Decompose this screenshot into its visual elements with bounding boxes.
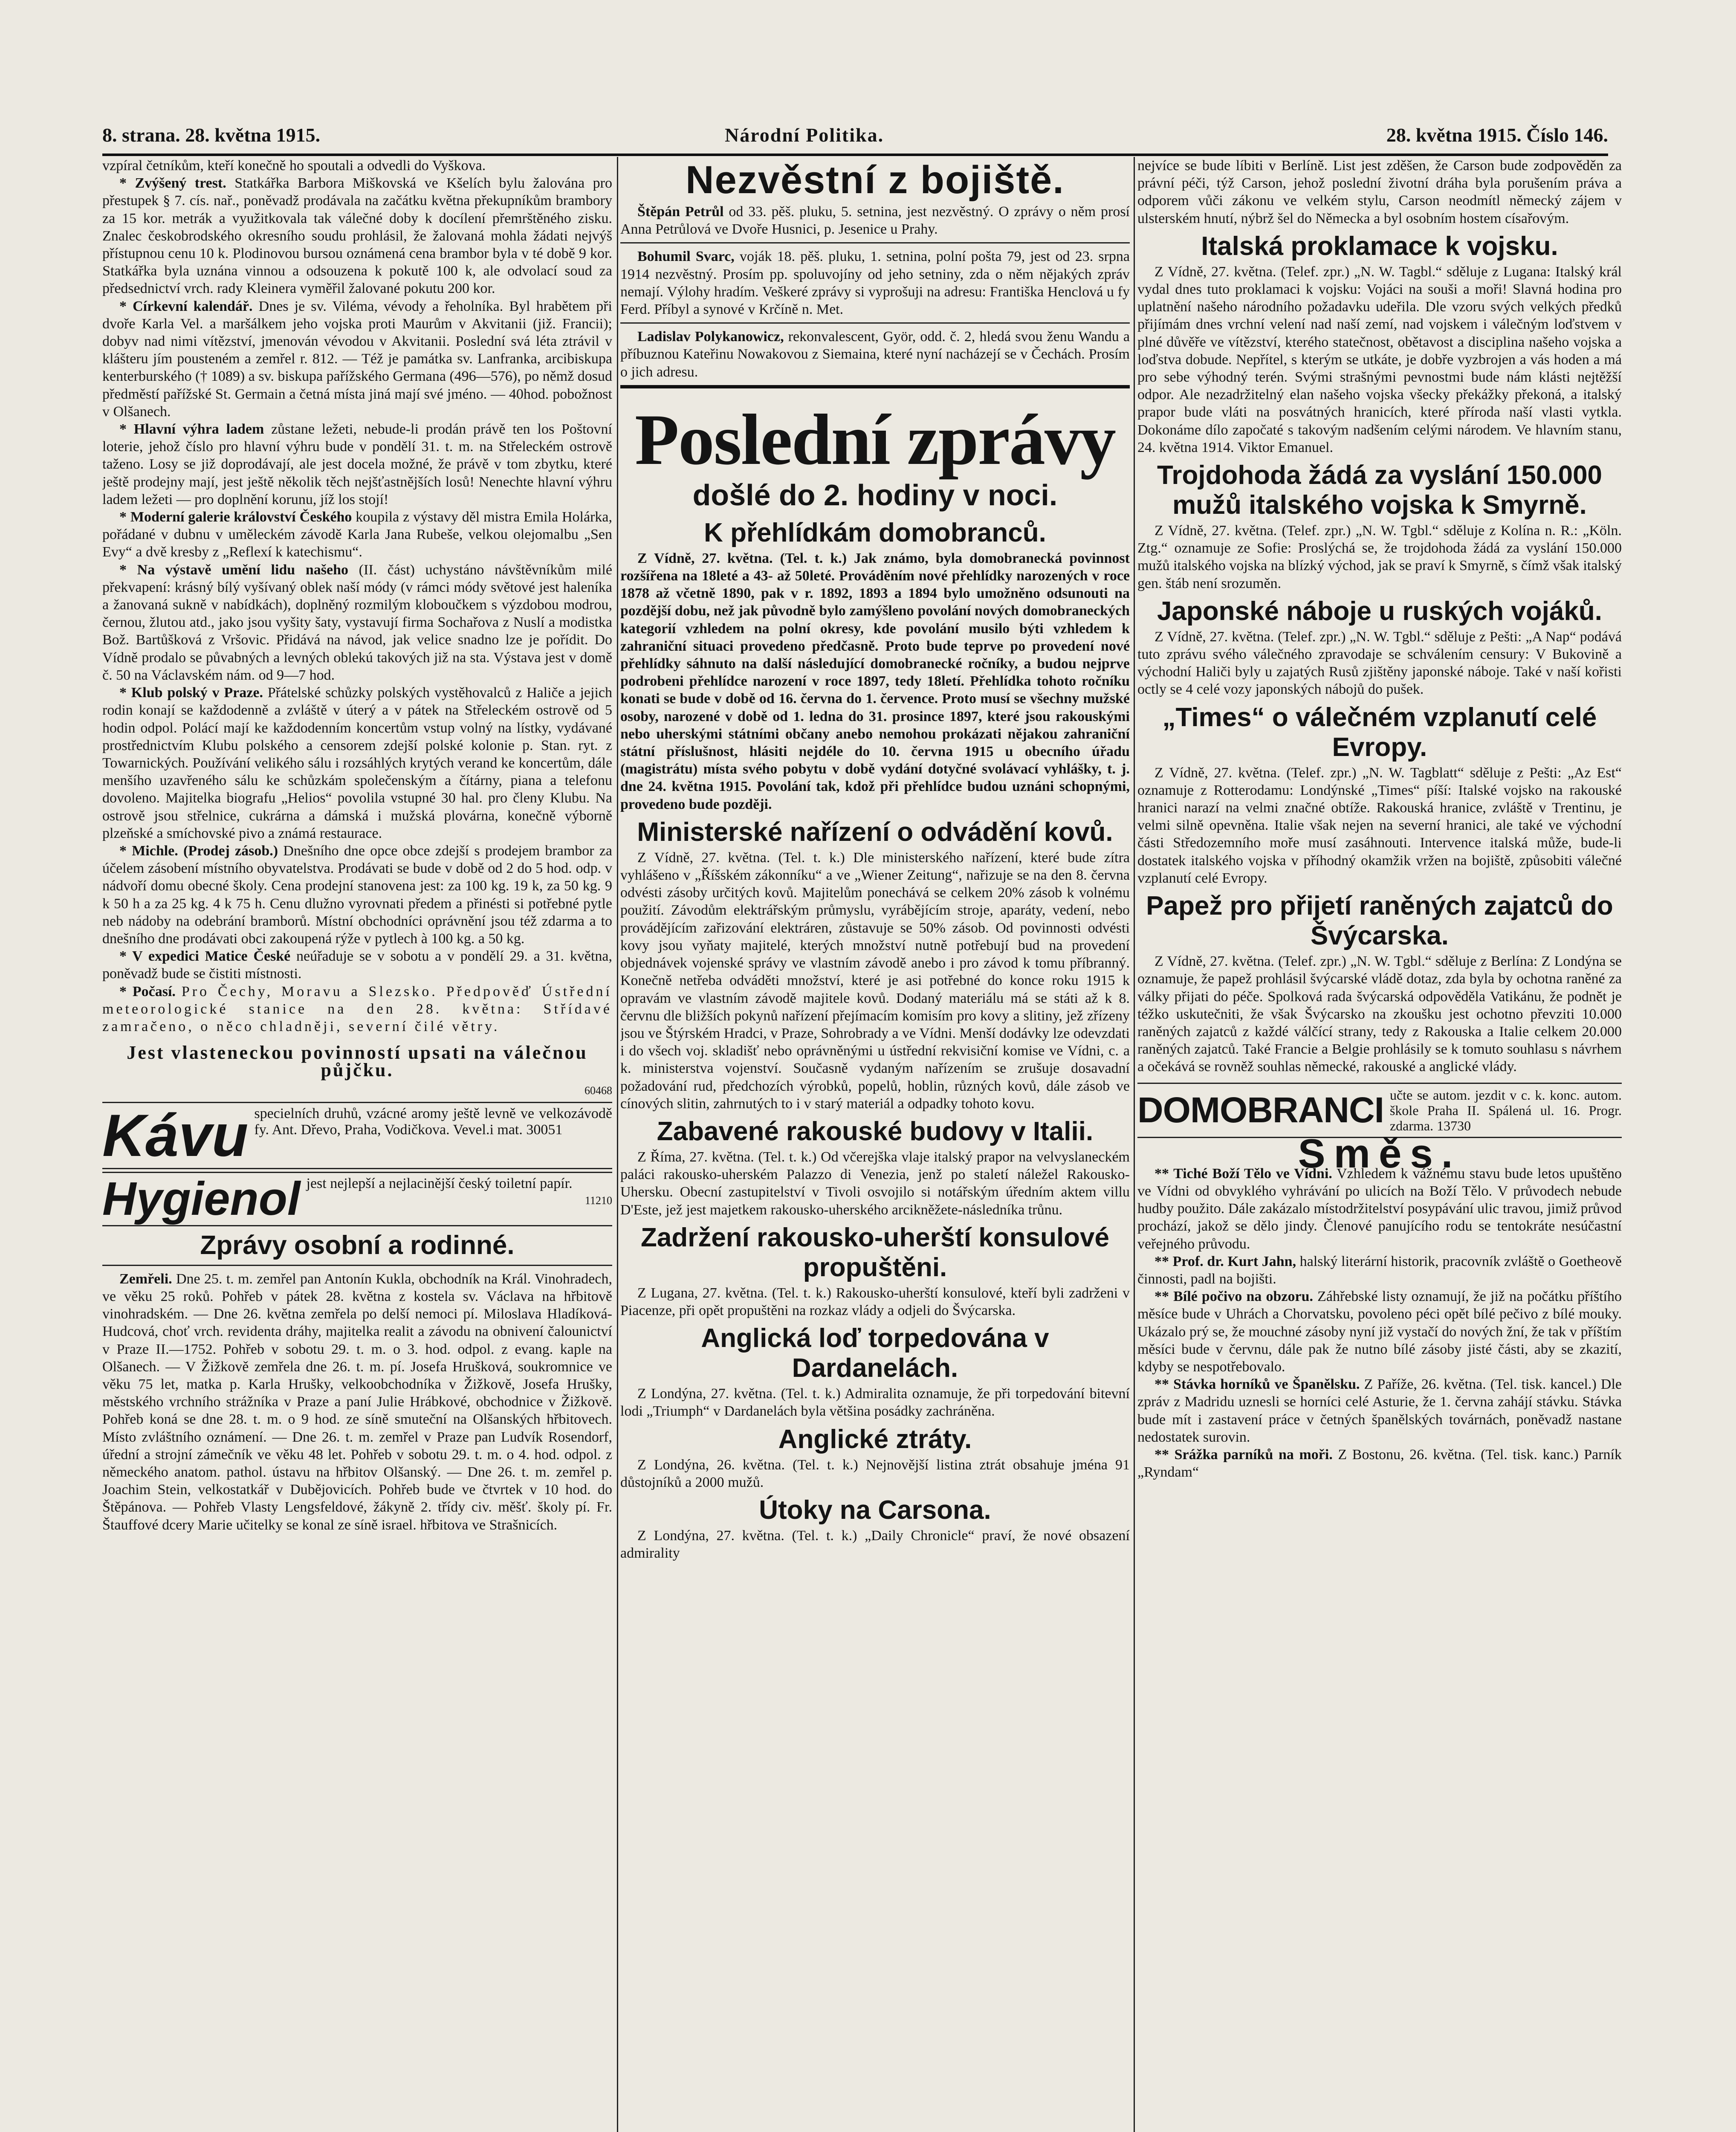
obituaries: Zemřeli. Dne 25. t. m. zemřel pan Antonín Kukla, obchodník na Král. Vinohradech, ve věku 25 roků. Pohřeb v pátek 28. května z kostela sv. Václava na hřbitově vinohradském. — Dne 26. května zemřela po delší nemoci pí. Miloslava Hladíková-Hudcová, choť vrch. revidenta dráhy, majitelka realit a závodu na obnivení čalounictví v Praze II.—1752. Pohřeb v sobotu 29. t. m. o 3. hod. odpol. z evang. kaple na Olšanech. — V Žižkově zemřela dne 26. t. m. pí. Josefa Hrušková, soukromnice ve věku 75 let, matka p. Karla Hrušky, velkoobchodníka v Žižkově, Josefa Hrušky, městského vrchního strážníka v Praze a paní Julie Hrábkové, obchodnice v Žižkově. Pohřeb koná se dne 28. t. m. o 9 hod. ze síně smuteční na Olšanských hřbitovech. Místo zvláštního oznámení. — Dne 26. t. m. zemřel v Praze pan Ludvík Rosendorf, úřední a strojní zámečník ve věku 48 let. Pohřeb v sobotu 29. t. m. o 4. hod. odpol. z německého anatom. pathol. ústavu na hřbitov Olšanský. — Dne 26. t. m. zemřel p. Joachim Stein, velkostatkář v Dubějovicích. Pohřeb bude ve čtvrtek v 10 hod. do Štěpánova. — Pohřeb Vlasty Lengsfeldové, žákyně 2. třídy civ. měšť. školy pí. Fr. Štauffové dcery Marie učitelky se konal ze síně israel. hřbitova ve Strašnicích.: [102, 1271, 612, 1533]
header-date-page: 8. strana. 28. května 1915.: [102, 124, 321, 146]
missing-notice: Štěpán Petrůl od 33. pěš. pluku, 5. setnina, jest nezvěstný. O zprávy o něm prosí Anna Petrůlová ve Dvoře Husnici, p. Jesenice u Prahy.: [620, 204, 1130, 238]
section-heading-misc: Směs.: [1298, 1130, 1461, 1176]
ad-headline: Kávu: [102, 1101, 249, 1169]
article-body: Z Vídně, 27. května. (Telef. zpr.) „N. W. Tagblatt“ sděluje z Pešti: „Az Est“ oznamuje z Rotterodamu: Londýnské „Times“ píší: Italské vojsko na rakouské hranici narazí na velmi značné obtíže. Rakouská hranice, zvláště v Trentinu, je velmi silně opevněna. Italie však nejen na severní hranici, ale také ve východní části Středozemního moře musí zasáhnouti. Intervence italská může, bude-li dostatek italského vojska v příhodný okamžik vržen na bojiště, způsobiti válečné vzplanutí celé Evropy.: [1137, 765, 1622, 886]
ad-headline: DOMOBRANCI: [1137, 1089, 1384, 1130]
column-rule-1: [617, 157, 618, 2132]
article-body: Z Vídně, 27. května. (Telef. zpr.) „N. W. Tagbl.“ sděluje z Lugana: Italský král vydal dnes tuto proklamaci k vojsku: Vojáci na souši a moři! Slavná hodina pro uplatnění našeho národního požadavku udeřila. Dle vzoru svých velkých předků přijímám dnes vrchní velení nad naší zemí, nad vojskem i válečným loďstvem v plné důvěře ve vítězství, kterého statečnost, obětavost a disciplina našeho vojska a loďstva dobude. Nepřítel, s kterým se utkáte, je dobře vyzbrojen a vás hoden a má pro sebe výhodný terén. Svými strašnými pevnostmi bude nám klásti nejtěžší odpor. Ale nezadržitelný elan našeho vojska všecky překážky překoná, a italský prapor bude vláti na posvátných hranicích, které příroda naší vlasti vytkla. Dokonáme dílo započaté s takovým nadšením celými národem. Ve hlavním stanu, 24. května 1914. Viktor Emanuel.: [1137, 264, 1622, 455]
article-body: Z Vídně, 27. května. (Telef. zpr.) „N. W. Tgbl.“ sděluje z Berlína: Z Londýna se oznamuje, že papež prohlásil švýcarské vládě dotaz, zda byla by ochotna raněné za války přijati do péče. Spolková rada švýcarská odpověděla Vatikánu, že podnět je téžko uskutečniti, že však Švýcarsko na zkoušku jest ochotno převziti 10.000 raněných zajatců z každé válčící strany, tedy z Rakouska a Italie celkem 20.000 raněných zajatců. Také Francie a Belgie prohlásily se k tomuto souhlasu s návrhem a očekává se rovněž souhlas německé, rakouské a anglické vlády.: [1137, 953, 1622, 1075]
ad-text: specielních druhů, vzácné aromy ještě levně ve velkozávodě fy. Ant. Dřevo, Praha, Vodičkova. Vevel.i mat. 30051: [254, 1105, 612, 1138]
weather-item: * Počasí. Pro Čechy, Moravu a Slezsko. Předpověď Ústřední meteorologické stanice na den 28. května: Střídavé zamračeno, o něco chladněji, severní čilé větry.: [102, 983, 612, 1034]
section-heading-missing: Nezvěstní z bojiště.: [686, 158, 1065, 202]
ad-text: učte se autom. jezdit v c. k. konc. autom. škole Praha II. Spálená ul. 16. Progr. zdarma. 13730: [1389, 1087, 1622, 1133]
article-heading: „Times“ o válečném vzplanutí celé Evropy.: [1162, 702, 1597, 762]
article-body: Z Lugana, 27. května. (Tel. t. k.) Rakousko-uherští konsulové, kteří byli zadrženi v Piacenze, při opět propuštěni na rozkaz vlády a odjeli do Švýcarska.: [620, 1285, 1130, 1318]
misc-item: ** Stávka horníků ve Španělsku. Z Paříže, 26. května. (Tel. tisk. kancel.) Dle zpráv z Madridu uznesli se horníci celé Asturie, že 1. června zahájí stávku. Stávka bude mít i zastavení práce v četných španělských továrnách, poněvadž nastane nedostatek surovin.: [1137, 1376, 1622, 1445]
article-body: Z Londýna, 26. května. (Tel. t. k.) Nejnovější listina ztrát obsahuje jména 91 důstojníků a 2000 mužů.: [620, 1457, 1130, 1490]
article-heading: Papež pro přijetí raněných zajatců do Švýcarska.: [1146, 891, 1613, 951]
ad-number: 11210: [584, 1194, 612, 1207]
divider: [620, 322, 1130, 324]
header-issue: 28. května 1915. Číslo 146.: [1386, 124, 1608, 146]
header-rule: [102, 154, 1608, 156]
hygienol-ad: [102, 1172, 612, 1226]
article-body: Z Vídně, 27. května. (Telef. zpr.) „N. W. Tgbl.“ sděluje z Pešti: „A Nap“ podává tuto zprávu svého válečného zpravodaje se schválením censury: V Bukovině a východní Haliči byly u zajatých Rusů zjištěny japonské náboje. Také v naší kořisti octly se 4 celé vozy japonských nábojů do pušek.: [1137, 629, 1622, 698]
article-heading: Anglické ztráty.: [778, 1424, 972, 1454]
running-header: [102, 124, 1608, 154]
news-item: * Na výstavě umění lidu našeho (II. část) uchystáno návštěvníkům milé překvapení: krásný bílý vyšívaný oblek naší módy (v rámci módy světové jest haleníka a žanovaná sukně v nabídkách), doplněný rozmilým kloboučkem s výzdobou modrou, černou, žlutou atd., jako jsou vyšity šaty, vystavují firma Sochařova z Nuslí a modistka Bož. Bartůšková z Vršovic. Přidává na návod, jak velice snadno lze je pořídit. Do Vídně prodalo se půvabných a levných oblekú takových již na sta. Výstava jest v domě č. 50 na Václavském nám. od 9—7 hod.: [102, 562, 612, 683]
article-heading: Trojdohoda žádá za vyslání 150.000 mužů italského vojska k Smyrně.: [1157, 461, 1603, 520]
misc-item: ** Srážka parníků na moři. Z Bostonu, 26. května. (Tel. tisk. kanc.) Parník „Ryndam“: [1137, 1446, 1622, 1480]
coffee-ad: [102, 1102, 612, 1169]
article-heading: Japonské náboje u ruských vojáků.: [1157, 596, 1603, 626]
article-heading: Zadržení rakousko-uherští konsulové propuštěni.: [640, 1222, 1110, 1282]
misc-item: ** Bílé počivo na obzoru. Záhřebské listy oznamují, že již na počátku příštího měsíce bude v Uhrách a Chorvatsku, povoleno péci opět bílé pečivo z bílé mouky. Ukázalo prý se, že mouchné zásoby nyní již vystačí do nových žní, že tak v příštím měsíci bude v červnu, dále pak že nutno bílé zásoby jisté části, aby se zkazití, kdyby se nespotřebovalo.: [1137, 1289, 1622, 1375]
misc-item: ** Prof. dr. Kurt Jahn, halský literární historik, pracovník zvláště o Goetheově činnosti, padl na bojišti.: [1137, 1253, 1622, 1287]
column-1: [102, 157, 612, 2132]
missing-notice: Bohumil Svarc, voják 18. pěš. pluku, 1. setnina, polní pošta 79, jest od 23. srpna 1914 nezvěstný. Prosím pp. spoluvojíny od jeho setniny, zda o něm nějakých zpráv nemají. Výlohy hradím. Veškeré zprávy si vyprošuji na adresu: Františka Henclová u fy Ferd. Příbyl a synové v Krčíně n. Met.: [620, 249, 1130, 318]
column-rule-2: [1134, 157, 1135, 2132]
article-continuation: vzpíral četníkům, kteří konečně ho spoutali a odvedli do Vyškova.: [102, 158, 486, 174]
news-item: * V expedici Matice České neúřaduje se v sobotu a v pondělí 29. a 31. května, poněvadž bude se čistiti místnosti.: [102, 948, 612, 982]
section-subheading-latest: došlé do 2. hodiny v noci.: [692, 478, 1058, 512]
article-body: Z Londýna, 27. května. (Tel. t. k.) „Daily Chronicle“ praví, že nové obsazení admirality: [620, 1527, 1130, 1561]
ad-number: 60468: [584, 1084, 612, 1097]
news-item: * Církevní kalendář. Dnes je sv. Viléma, vévody a řeholníka. Byl hrabětem při dvoře Karla Vel. a maršálkem jeho vojska proti Maurům v Akvitanii (již. Francii); dobyv nad nimi vítězství, jmenován vévodou v Akvitanii. Poslední svá léta ztrávil v klášteru jím pousteném a zemřel r. 812. — Též je památka sv. Lanfranka, arcibiskupa kenterburského († 1089) a sv. biskupa pařížského Germana (496—576), po němž dosud předměstí pařížské St. Germain a četná místa jiná mají své jméno. — 40hod. pobožnost v Olšanech.: [102, 298, 612, 420]
ad-text: jest nejlepší a nejlacinější český toiletní papír.: [306, 1175, 573, 1191]
column-2: [620, 157, 1130, 2132]
news-item: * Klub polský v Praze. Přátelské schůzky polských vystěhovalců z Haliče a jejich rodin konají se každodenně a zvláště v úterý a v pátek na Střeleckém ostrově od 5 hodin odpol. Polácí mají ke každodenním koncertům vstup volný na lístky, vydávané prostřednictvím Klubu polského a censorem zdejší polské kolonie p. Stan. ryt. z Towarnických. Používání velikého sálu i rozsáhlých krytých verand ke koncertům, dále menšího uzavřeného sálu ke schůzkám společenským a čítárny, piana a telefonu dovoleno. Majitelka biografu „Helios“ povolila vstupné 30 hal. pro členy Klubu. Na ostrově jsou střelnice, cukrárna a dámská i mužská plovárna, konečně výborně plzeňské a smíchovské pivo a známá restaurace.: [102, 685, 612, 841]
article-body: Z Říma, 27. května. (Tel. t. k.) Od včerejška vlaje italský prapor na velvyslaneckém paláci rakousko-uherském Palazzo di Venezia, jenž po staletí náležel Rakousko-Uhersku. Obecní zastupitelství v Tivoli osvojilo si notářským úředním aktem villu D'Este, jež jest majetkem rakousko-uherského arcikněžete-následníka trůnu.: [620, 1149, 1130, 1218]
driving-school-ad: [1137, 1083, 1622, 1138]
article-body: Z Vídně, 27. května. (Telef. zpr.) „N. W. Tgbl.“ sděluje z Kolína n. R.: „Köln. Ztg.“ oznamuje ze Sofie: Proslýchá se, že trojdohoda žádá za vyslání 150.000 mužů italského vojska na blízký východ, jak se praví k Smyrně, s čímž však italský gen. štáb není srozuměn.: [1137, 523, 1622, 591]
article-heading: Italská proklamace k vojsku.: [1201, 231, 1558, 261]
missing-notice: Ladislav Polykanowicz, rekonvalescent, Györ, odd. č. 2, hledá svou ženu Wandu a příbuznou Kateřinu Nowakovou z Siemaina, které nyní nacházejí se v Čechách. Prosím o jich adresu.: [620, 329, 1130, 380]
misc-item: ** Tiché Boží Tělo ve Vídni. Vzhledem k vážnému stavu bude letos upuštěno ve Vídni od obvyklého vyhrávání po ulicích na Boží Tělo. V průvodech nebude hudby použito. Dále zakázalo místodržitelství posypávání ulic travou, jimiž průvod prochází, jakož se dělo jindy. Členové panujícího rodu se tentokráte nesúčastní veřejného průvodu.: [1137, 1165, 1622, 1252]
article-body: Z Vídně, 27. května. (Tel. t. k.) Jak známo, byla domobranecká povinnost rozšířena na 18leté a 43- až 50leté. Prováděním nové přehlídky narozených v roce 1878 až včetně 1890, pak v r. 1892, 1893 a 1894 bylo umožněno odsunouti na pozdější dobu, než jak původně bylo zamýšleno povolání nových domobraneckých kategorií vzhledem na polní okresy, kde povolání musilo býti vzhledem k zahraniční situaci provedeno předčasně. Proto bude teprve po provedení nové přehlídky sáhnuto na další následující domobranecké ročníky, a budou nejprve podrobeni přehlídce narození v roce 1897, tedy 18letí. Přehlídka tohoto ročníku konati se bude v době od 16. června do 1. července. Proto musí se všechny mužské osoby, narozené v době od 1. ledna do 31. prosince 1897, které jsou rakouskými nebo uherskými státními občany anebo nemohou prokázati nějakou zahraniční státní příslušnost, hlásiti nejdéle do 10. června 1915 u obecního úřadu (magistrátu) místa svého pobytu v době vydání dotyčné svolávací vyhlášky, t. j. dne 24. května 1915. Povolání tak, kdož při přehlídce budou uznáni schopnými, provedeno bude později.: [620, 550, 1130, 812]
article-continuation: nejvíce se bude líbiti v Berlíně. List jest zděšen, že Carson bude zodpověděn za právní péči, týž Carson, jehož poslední životní dráha byla porušením práva a odporem vůči zákonu ve velkém stylu, Carson neodmítl německý zájem v ulsterském hnutí, nýbrž šel do Německa a byl osobním hostem císařovým.: [1137, 158, 1622, 226]
ad-headline: Hygienol: [102, 1172, 301, 1225]
article-heading: Anglická loď torpedována v Dardanelách.: [701, 1324, 1049, 1383]
divider: [620, 242, 1130, 243]
section-heading-personal: Zprávy osobní a rodinné.: [200, 1230, 515, 1260]
article-heading: Zabavené rakouské budovy v Italii.: [657, 1116, 1094, 1146]
divider: [620, 385, 1130, 388]
column-3: [1137, 157, 1622, 2132]
news-item: * Moderní galerie království Českého koupila z výstavy děl mistra Emila Holárka, pořádané v dubnu v uměleckém závodě Karla Jana Rubeše, velkou olejomalbu „Sen Evy“ a dvě kresby z „Reflexí k katechismu“.: [102, 509, 612, 560]
news-item: * Michle. (Prodej zásob.) Dnešního dne opce obce zdejší s prodejem brambor za účelem zásobení místního obyvatelstva. Prodávati se bude v době od 2 do 5 hod. odp. v nádvoří domu obecné školy. Cena prodejní stanovena jest: za 100 kg. 19 k, za 50 kg. 9 k 50 h a za 25 kg. 4 k 75 h. Cenu dlužno vyrovnati předem a přinésti si potřebné pytle neb nádoby na odebrání bramborů. Místní obchodníci oprávnění jsou též zdarma a to dnešního dne prodávati obci zakoupená rýže v pytlech à 100 kg. a 50 kg.: [102, 843, 612, 947]
news-item: * Zvýšený trest. Statkářka Barbora Miškovská ve Kšelích bylu žalována pro přestupek § 7. cís. nař., poněvadž prodávala na začátku května překupníkům brambory za 15 kor. metrák a využitkovala tak válečné doby k docílení přemrštěného zisku. Znalec českobrodského okresního soudu prohlásil, že žalovaná mohla žádati nejvýš přístupnou cenu 10 k. Plodinovou bursou oznámená cena brambor byla v té době 9 kor. Statkářka byla uznána vinnou a odsouzena k pokutě 100 k, ale odvolací soud za předsednictví vrch. rady Kleinera vyměřil žalované pokutu 200 kor.: [102, 175, 612, 297]
war-loan-appeal: Jest vlasteneckou povinností upsati na válečnou půjčku.: [127, 1042, 588, 1081]
article-heading: K přehlídkám domobranců.: [704, 518, 1046, 547]
article-body: Z Londýna, 27. května. (Tel. t. k.) Admiralita oznamuje, že při torpedování bitevní lodi „Triumph“ v Dardanelách byla většina posádky zachráněna.: [620, 1386, 1130, 1419]
divider: [102, 1265, 612, 1266]
article-heading: Ministerské nařízení o odvádění kovů.: [637, 817, 1113, 847]
masthead-title: Národní Politika.: [725, 124, 884, 146]
article-body: Z Vídně, 27. května. (Tel. t. k.) Dle ministerského nařízení, které bude zítra vyhlášeno v „Říšském zákonníku“ a ve „Wiener Zeitung“, nařizuje se na den 8. června odvésti zásoby určitých kovů. Majitelům ponechává se celkem 20% zásob k volnému použití. Závodům elektrářským průmyslu, vyrábějícím stroje, aparáty, vedení, nebo provádějícím zařizování elektráren, zůstavuje se 50% zásob. Od povinnosti odvésti kovy jsou vyňaty majitelé, kterých množství nutně potřebují bud na provedení objednávek vojenské správy ve vlastním závodě anebo i pro závod k tomu příbranný. Konečně netřeba odváděti množství, které je asi potřebné do konce roku 1915 k opravám ve vlastním závodě majitele kovů. Dodaný materiálu má se státi až k 8. červnu dle bližších pokynů nařízení přejímacím komisím pro kovy a slitiny, jež zřízeny jsou ve Štýrském Hradci, v Praze, Sohrobrady a ve Vídni. Menší dodávky lze odevzdati i do všech voj. skladišť nebo oprávněnými u ústřední rekvisiční komise ve Vídni, c. a k. ministerstva vojenství. Současně vydaným nařízením se zrušuje dosavadní požadování rud, předchozích výrobků, popelů, hoblin, různých kovů, dále zásob ve cínových slitin, zahrnutých to i v starý materiál a odpadky tohoto kovu.: [620, 849, 1130, 1112]
section-heading-latest: Poslední zprávy: [635, 399, 1115, 480]
article-heading: Útoky na Carsona.: [759, 1495, 991, 1525]
news-item: * Hlavní výhra ladem zůstane ležeti, nebude-li prodán právě ten los Poštovní loterie, jehož číslo pro hlavní výhru bude v pondělí 31. t. m. na Střeleckém ostrově taženo. Losy se již doprodávají, ale jest docela možné, že právě v tom zbytku, které ještě prodejny mají, jest ještě několik těch nejšťastnějších losů! Nenechte hlavní výhru ladem ležeti — pro doplnění korunu, jíž los stojí!: [102, 421, 612, 507]
